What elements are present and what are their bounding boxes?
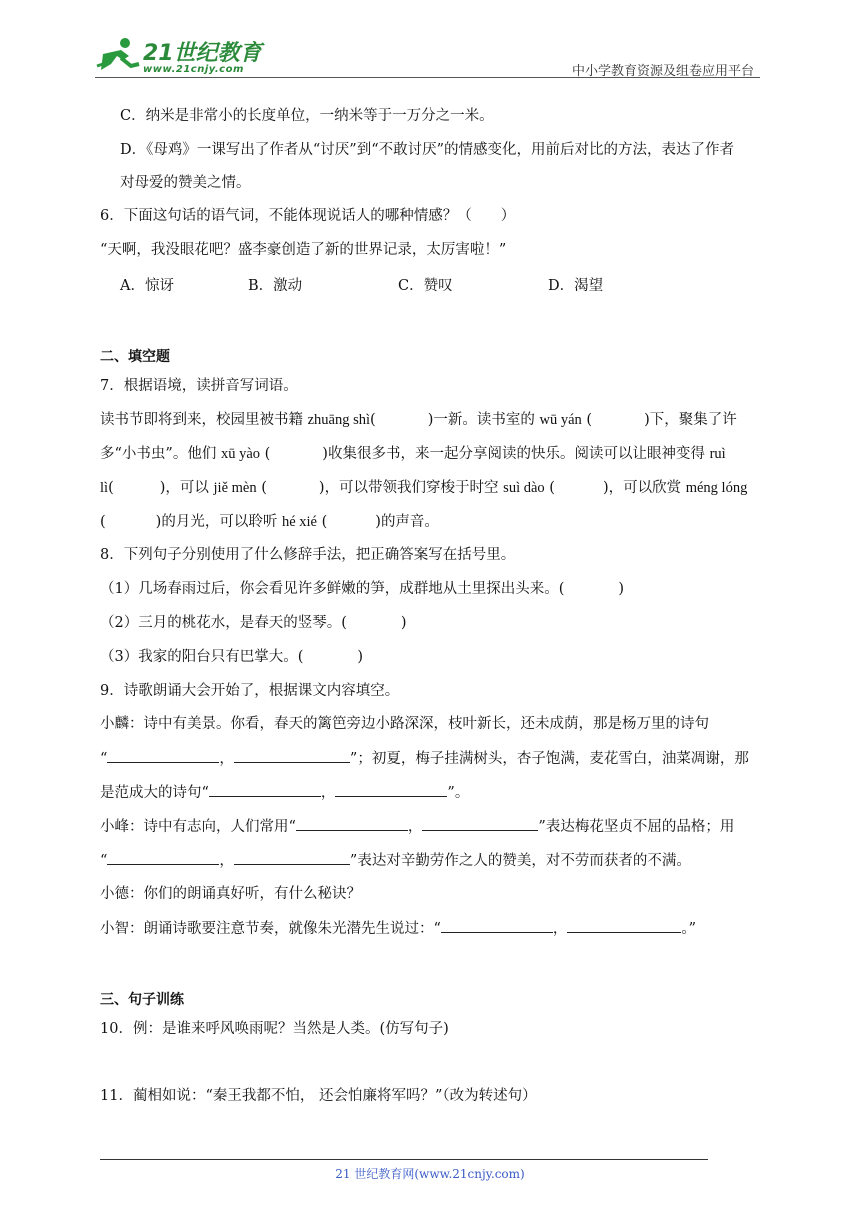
q8-stem: 8．下列句子分别使用了什么修辞手法，把正确答案写在括号里。 (100, 547, 516, 563)
q5-option-d-line2: 对母爱的赞美之情。 (120, 175, 251, 191)
answer-blank[interactable] (107, 748, 219, 763)
q11-stem: 11．蔺相如说：“秦王我都不怕， 还会怕廉将军吗？”（改为转述句） (100, 1088, 537, 1104)
footer-divider (100, 1159, 708, 1160)
q9-stem: 9．诗歌朗诵大会开始了，根据课文内容填空。 (100, 683, 400, 699)
answer-blank[interactable] (422, 816, 538, 831)
section-heading-fill-in: 二、填空题 (100, 349, 170, 365)
q6-option-d[interactable]: D．渴望 (548, 278, 604, 294)
page-header (95, 36, 760, 80)
header-divider (95, 77, 760, 78)
pinyin-sui-dao: suì dào (503, 480, 545, 496)
pinyin-wu-yan: wū yán (539, 412, 582, 428)
answer-blank[interactable] (335, 782, 447, 797)
q7-line-1: 读书节即将到来，校园里被书籍 zhuāng shì( )一新。读书室的 wū yán ( )下，聚集了许 (100, 412, 737, 428)
header-tagline: 中小学教育资源及组卷应用平台 (571, 64, 754, 79)
q5-option-d-line1: D．《母鸡》一课写出了作者从“讨厌”到“不敢讨厌”的情感变化，用前后对比的方法，表达了作者 (120, 142, 735, 158)
q9-line-2: “ ， ”；初夏，梅子挂满树头，杏子饱满，麦花雪白，油菜凋谢，那 (100, 748, 749, 769)
q6-option-a[interactable]: A．惊讶 (120, 278, 174, 294)
q10-stem: 10．例：是谁来呼风唤雨呢？当然是人类。(仿写句子) (100, 1021, 449, 1037)
runner-logo-icon (95, 36, 141, 76)
q8-sentence-3: （3）我家的阳台只有巴掌大。( ) (100, 649, 364, 665)
answer-blank[interactable] (441, 918, 553, 933)
pinyin-li: lì (100, 480, 109, 496)
q6-option-c[interactable]: C．赞叹 (398, 278, 453, 294)
q9-line-7: 小智：朗诵诗歌要注意节奏，就像朱光潜先生说过：“ ， 。” (100, 918, 696, 939)
q7-line-4: ( )的月光，可以聆听 hé xié ( )的声音。 (100, 514, 439, 530)
q8-sentence-1: （1）几场春雨过后，你会看见许多鲜嫩的笋，成群地从土里探出头来。( ) (100, 581, 625, 597)
pinyin-jie-men: jiě mèn (213, 480, 257, 496)
footer-link[interactable]: 21 世纪教育网(www.21cnjy.com) (335, 1167, 525, 1181)
logo-url: www.21cnjy.com (143, 64, 244, 75)
answer-blank[interactable] (234, 748, 350, 763)
q7-stem: 7．根据语境，读拼音写词语。 (100, 378, 298, 394)
pinyin-rui: ruì (709, 446, 726, 462)
q9-line-1: 小麟：诗中有美景。你看，春天的篱笆旁边小路深深，枝叶新长，还未成荫，那是杨万里的诗句 (100, 716, 709, 732)
answer-blank[interactable] (296, 816, 408, 831)
site-logo[interactable] (95, 36, 265, 80)
answer-blank[interactable] (107, 850, 219, 865)
answer-blank[interactable] (567, 918, 681, 933)
q6-stem: 6．下面这句话的语气词，不能体现说话人的哪种情感？（ ） (100, 208, 516, 224)
answer-blank[interactable] (209, 782, 321, 797)
q6-option-b[interactable]: B．激动 (248, 278, 303, 294)
q5-option-c: C．纳米是非常小的长度单位，一纳米等于一万分之一米。 (120, 108, 494, 124)
answer-blank[interactable] (234, 850, 350, 865)
q9-line-3: 是范成大的诗句“ ， ”。 (100, 782, 469, 803)
section-heading-sentence-training: 三、句子训练 (100, 992, 184, 1008)
q6-quote: “天啊，我没眼花吧？盛李豪创造了新的世界记录，太厉害啦！” (100, 242, 507, 258)
logo-wordmark: 21世纪教育 (143, 41, 262, 66)
pinyin-meng-long: méng lóng (685, 480, 748, 496)
q9-line-6: 小德：你们的朗诵真好听，有什么秘诀？ (100, 886, 361, 902)
pinyin-xu-yao: xū yào (220, 446, 260, 462)
q9-line-4: 小峰：诗中有志向，人们常用“ ， ”表达梅花坚贞不屈的品格；用 (100, 816, 734, 837)
q9-line-5: “ ， ”表达对辛勤劳作之人的赞美，对不劳而获者的不满。 (100, 850, 691, 871)
pinyin-he-xie: hé xié (281, 514, 317, 530)
q8-sentence-2: （2）三月的桃花水，是春天的竖琴。( ) (100, 615, 407, 631)
pinyin-zhuang-shi: zhuāng shì (307, 412, 371, 428)
q7-line-2: 多“小书虫”。他们 xū yào ( )收集很多书，来一起分享阅读的快乐。阅读可以让眼神变得 ruì (100, 446, 726, 462)
q7-line-3: lì( )，可以 jiě mèn ( )，可以带领我们穿梭于时空 suì dào ( )，可以欣赏 méng lóng (100, 480, 748, 496)
